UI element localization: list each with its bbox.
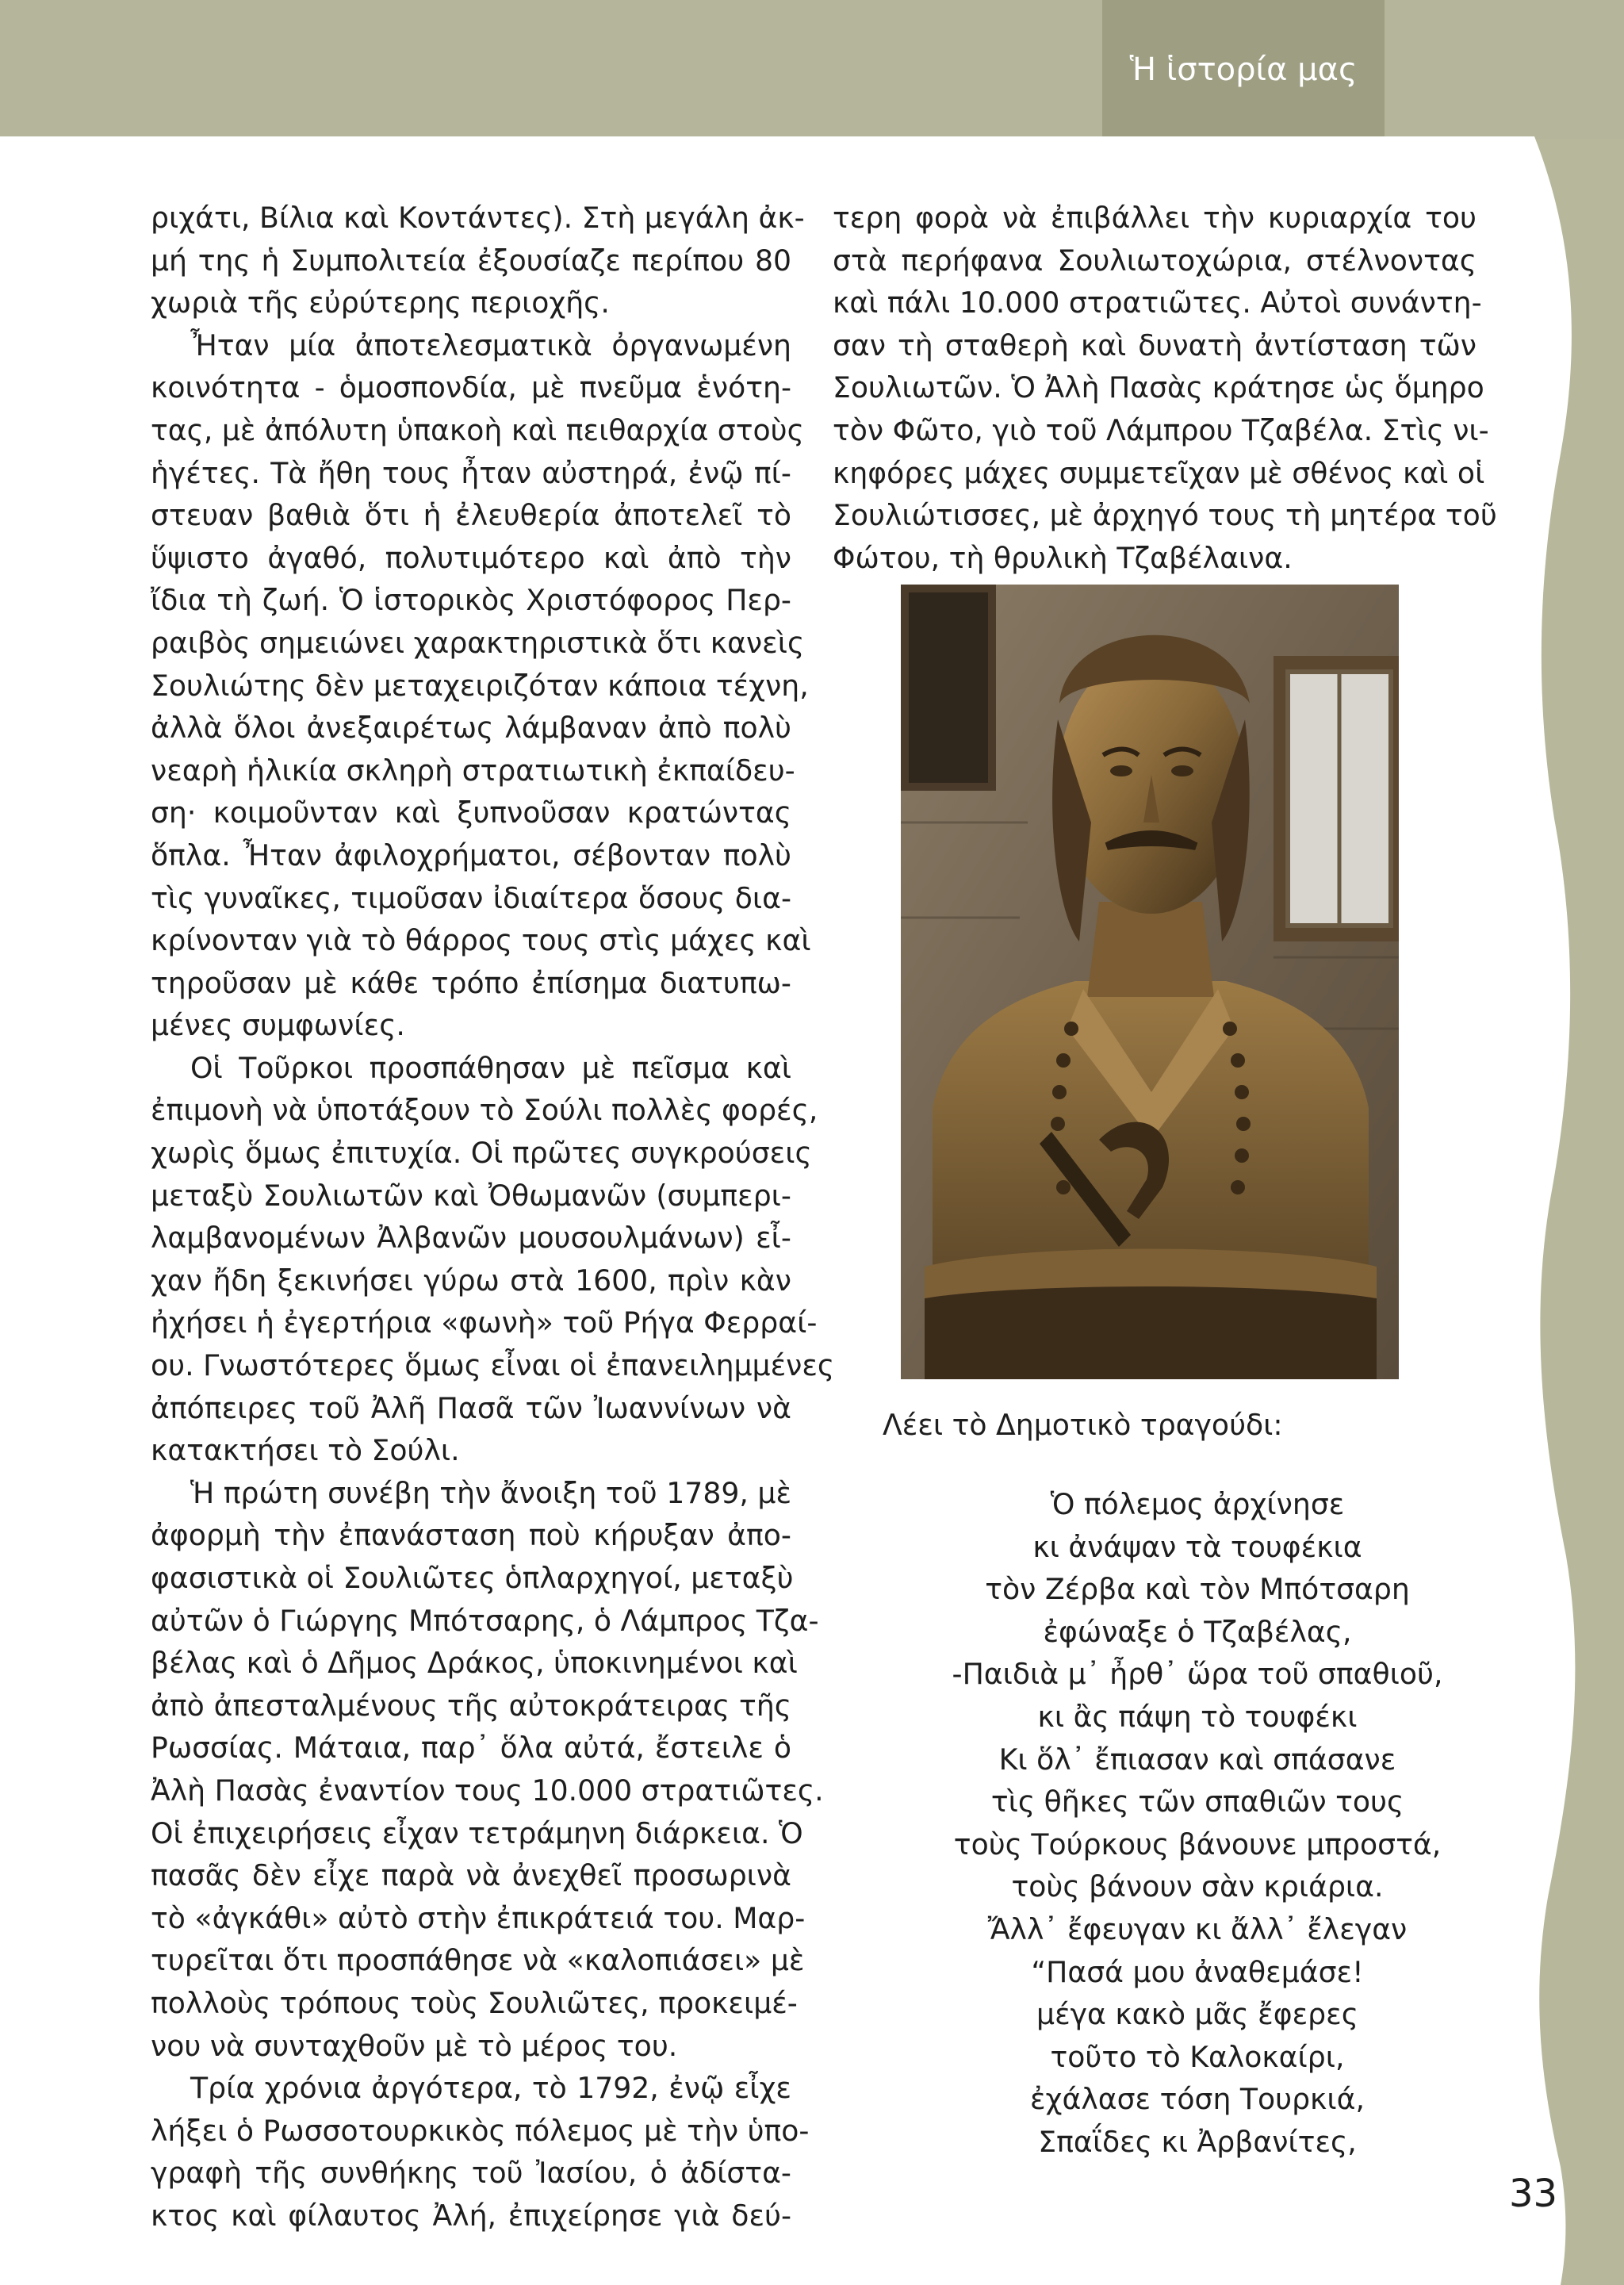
poem-line: “Πασά μου ἀναθεμάσε! xyxy=(1031,1954,1364,1989)
text-line: Σουλιωτῶν. Ὁ Ἀλὴ Πασὰς κράτησε ὡς ὅμηρο xyxy=(833,370,1484,405)
right-column-text xyxy=(833,197,1497,579)
text-line: τὸ «ἀγκάθι» αὐτὸ στὴν ἐπικράτειά του. Μαρ- xyxy=(151,1900,806,1935)
text-line: ση· κοιμοῦνταν καὶ ξυπνοῦσαν κρατώντας xyxy=(151,796,791,830)
text-line: μή της ἡ Συμπολιτεία ἐξουσίαζε περίπου 80 xyxy=(151,243,791,278)
text-line: Ἦταν μία ἀποτελεσματικὰ ὀργανωμένη xyxy=(190,328,791,362)
text-line: ὕψιστο ἀγαθό, πολυτιμότερο καὶ ἀπὸ τὴν xyxy=(151,540,791,575)
poem-line: Σπαΐδες κι Ἀρβανίτες, xyxy=(1038,2124,1357,2159)
text-line: χαν ἤδη ξεκινήσει γύρω στὰ 1600, πρὶν κὰν xyxy=(151,1263,791,1298)
poem-line: ἐφώναξε ὁ Τζαβέλας, xyxy=(1043,1614,1352,1649)
text-line: πασᾶς δὲν εἶχε παρὰ νὰ ἀνεχθεῖ προσωρινὰ xyxy=(151,1858,791,1893)
bust-photo xyxy=(901,585,1399,1379)
bronze-bust-image xyxy=(901,585,1399,1379)
text-line: Οἱ Τοῦρκοι προσπάθησαν μὲ πεῖσμα καὶ xyxy=(190,1050,791,1085)
poem-caption: Λέει τὸ Δημοτικὸ τραγούδι: xyxy=(883,1408,1283,1442)
poem-line: -Παιδιὰ μ᾽ ἦρθ᾽ ὥρα τοῦ σπαθιοῦ, xyxy=(952,1657,1443,1692)
poem-line: Ὁ πόλεμος ἀρχίνησε xyxy=(1050,1487,1345,1521)
poem-line: ἐχάλασε τόση Τουρκιά, xyxy=(1030,2082,1365,2117)
text-line: ραιβὸς σημειώνει χαρακτηριστικὰ ὅτι κανεὶς xyxy=(151,625,805,660)
text-line: φασιστικὰ οἱ Σουλιῶτες ὁπλαρχηγοί, μεταξὺ xyxy=(151,1561,794,1595)
text-line: κτος καὶ φίλαυτος Ἀλή, ἐπιχείρησε γιὰ δεύ- xyxy=(151,2198,791,2233)
text-line: σαν τὴ σταθερὴ καὶ δυνατὴ ἀντίσταση τῶν xyxy=(833,328,1477,362)
poem-line: κι ἀνάψαν τὰ τουφέκια xyxy=(1032,1529,1362,1564)
text-line: νου νὰ συνταχθοῦν μὲ τὸ μέρος του. xyxy=(151,2028,678,2063)
text-line: χωρὶς ὅμως ἐπιτυχία. Οἱ πρῶτες συγκρούσεις xyxy=(151,1136,812,1171)
text-line: Ἀλὴ Πασὰς ἐναντίον τους 10.000 στρατιῶτες. xyxy=(151,1773,824,1808)
text-line: ἠχήσει ἡ ἐγερτήρια «φωνὴ» τοῦ Ρήγα Φερραί- xyxy=(151,1305,818,1340)
left-column-text xyxy=(151,197,835,2237)
text-line: ἡγέτες. Τὰ ἤθη τους ἦταν αὐστηρά, ἐνῷ πί- xyxy=(151,455,791,490)
text-line: τερη φορὰ νὰ ἐπιβάλλει τὴν κυριαρχία του xyxy=(833,201,1477,235)
text-line: ἴδια τὴ ζωή. Ὁ ἱστορικὸς Χριστόφορος Περ- xyxy=(151,583,791,618)
poem-line: τοῦτο τὸ Καλοκαίρι, xyxy=(1050,2039,1345,2074)
page-number: 33 xyxy=(1509,2172,1558,2216)
folk-song-poem xyxy=(880,1483,1515,2164)
text-line: Ἡ πρώτη συνέβη τὴν ἄνοιξη τοῦ 1789, μὲ xyxy=(190,1475,791,1510)
text-line: Σουλιώτης δὲν μεταχειριζόταν κάποια τέχνη, xyxy=(151,668,809,703)
text-line: στευαν βαθιὰ ὅτι ἡ ἐλευθερία ἀποτελεῖ τὸ xyxy=(151,498,791,533)
text-line: ἀφορμὴ τὴν ἐπανάσταση ποὺ κήρυξαν ἀπο- xyxy=(151,1518,791,1553)
text-line: τυρεῖται ὅτι προσπάθησε νὰ «καλοπιάσει» μὲ xyxy=(151,1943,805,1978)
poem-line: τοὺς βάνουν σὰν κριάρια. xyxy=(1011,1869,1384,1904)
text-line: κοινότητα - ὁμοσπονδία, μὲ πνεῦμα ἑνότη- xyxy=(151,370,791,405)
section-title: Ἡ ἱστορία μας xyxy=(1129,51,1358,88)
text-line: νεαρὴ ἡλικία σκληρὴ στρατιωτικὴ ἐκπαίδευ- xyxy=(151,753,795,788)
text-line: Τρία χρόνια ἀργότερα, τὸ 1792, ἐνῷ εἶχε xyxy=(190,2071,791,2106)
text-line: κηφόρες μάχες συμμετεῖχαν μὲ σθένος καὶ οἱ xyxy=(833,455,1485,490)
text-line: βέλας καὶ ὁ Δῆμος Δράκος, ὑποκινημένοι καὶ xyxy=(151,1646,798,1681)
text-line: τηροῦσαν μὲ κάθε τρόπο ἐπίσημα διατυπω- xyxy=(151,965,791,1000)
poem-line: Κι ὅλ᾽ ἔπιασαν καὶ σπάσανε xyxy=(998,1742,1396,1777)
text-line: Ρωσσίας. Μάταια, παρ᾽ ὅλα αὐτά, ἔστειλε ὁ xyxy=(151,1731,791,1766)
poem-line: τὶς θῆκες τῶν σπαθιῶν τους xyxy=(990,1785,1404,1819)
poem-line: κι ἂς πάψη τὸ τουφέκι xyxy=(1037,1699,1358,1734)
text-line: πολλοὺς τρόπους τοὺς Σουλιῶτες, προκειμέ- xyxy=(151,1985,798,2020)
text-line: γραφὴ τῆς συνθήκης τοῦ Ἰασίου, ὁ ἀδίστα- xyxy=(151,2156,791,2191)
poem-line: μέγα κακὸ μᾶς ἔφερες xyxy=(1036,1997,1358,2032)
text-line: κατακτήσει τὸ Σούλι. xyxy=(151,1433,460,1468)
poem-line: τὸν Ζέρβα καὶ τὸν Μπότσαρη xyxy=(985,1572,1410,1607)
poem-line: τοὺς Τούρκους βάνουνε μπροστά, xyxy=(953,1827,1442,1861)
section-title-tab xyxy=(1102,0,1385,139)
text-line: αὐτῶν ὁ Γιώργης Μπότσαρης, ὁ Λάμπρος Τζα- xyxy=(151,1603,819,1638)
poem-line: Ἄλλ᾽ ἔφευγαν κι ἄλλ᾽ ἔλεγαν xyxy=(987,1911,1408,1946)
text-line: Σουλιώτισσες, μὲ ἀρχηγό τους τὴ μητέρα τοῦ xyxy=(833,498,1497,533)
text-line: μεταξὺ Σουλιωτῶν καὶ Ὀθωμανῶν (συμπερι- xyxy=(151,1178,791,1213)
text-line: Οἱ ἐπιχειρήσεις εἶχαν τετράμηνη διάρκεια. Ὁ xyxy=(151,1815,803,1850)
text-line: ἀπὸ ἀπεσταλμένους τῆς αὐτοκράτειρας τῆς xyxy=(151,1688,791,1723)
text-line: ἀπόπειρες τοῦ Ἀλῆ Πασᾶ τῶν Ἰωαννίνων νὰ xyxy=(151,1390,791,1425)
text-line: καὶ πάλι 10.000 στρατιῶτες. Αὐτοὶ συνάντη- xyxy=(833,286,1482,320)
text-line: χωριὰ τῆς εὐρύτερης περιοχῆς. xyxy=(151,286,610,320)
text-line: στὰ περήφανα Σουλιωτοχώρια, στέλνοντας xyxy=(833,243,1477,278)
text-line: μένες συμφωνίες. xyxy=(151,1008,405,1043)
text-line: τὶς γυναῖκες, τιμοῦσαν ἰδιαίτερα ὅσους δια- xyxy=(151,880,791,915)
text-line: τας, μὲ ἀπόλυτη ὑπακοὴ καὶ πειθαρχία στοὺς xyxy=(151,412,804,447)
text-line: ὅπλα. Ἦταν ἀφιλοχρήματοι, σέβονταν πολὺ xyxy=(151,838,791,872)
text-line: Φώτου, τὴ θρυλικὴ Τζαβέλαινα. xyxy=(833,540,1293,575)
text-line: ου. Γνωστότερες ὅμως εἶναι οἱ ἐπανειλημμένες xyxy=(151,1348,835,1383)
text-line: κρίνονταν γιὰ τὸ θάρρος τους στὶς μάχες καὶ xyxy=(151,923,811,958)
text-line: τὸν Φῶτο, γιὸ τοῦ Λάμπρου Τζαβέλα. Στὶς νι- xyxy=(833,412,1489,447)
text-line: λαμβανομένων Ἀλβανῶν μουσουλμάνων) εἶ- xyxy=(151,1221,791,1256)
text-line: ἐπιμονὴ νὰ ὑποτάξουν τὸ Σούλι πολλὲς φορές, xyxy=(151,1093,818,1128)
text-line: λήξει ὁ Ρωσσοτουρκικὸς πόλεμος μὲ τὴν ὑπο- xyxy=(151,2113,810,2148)
text-line: ἀλλὰ ὅλοι ἀνεξαιρέτως λάμβαναν ἀπὸ πολὺ xyxy=(151,711,791,746)
text-line: ριχάτι, Βίλια καὶ Κοντάντες). Στὴ μεγάλη ἀκ- xyxy=(151,201,805,235)
